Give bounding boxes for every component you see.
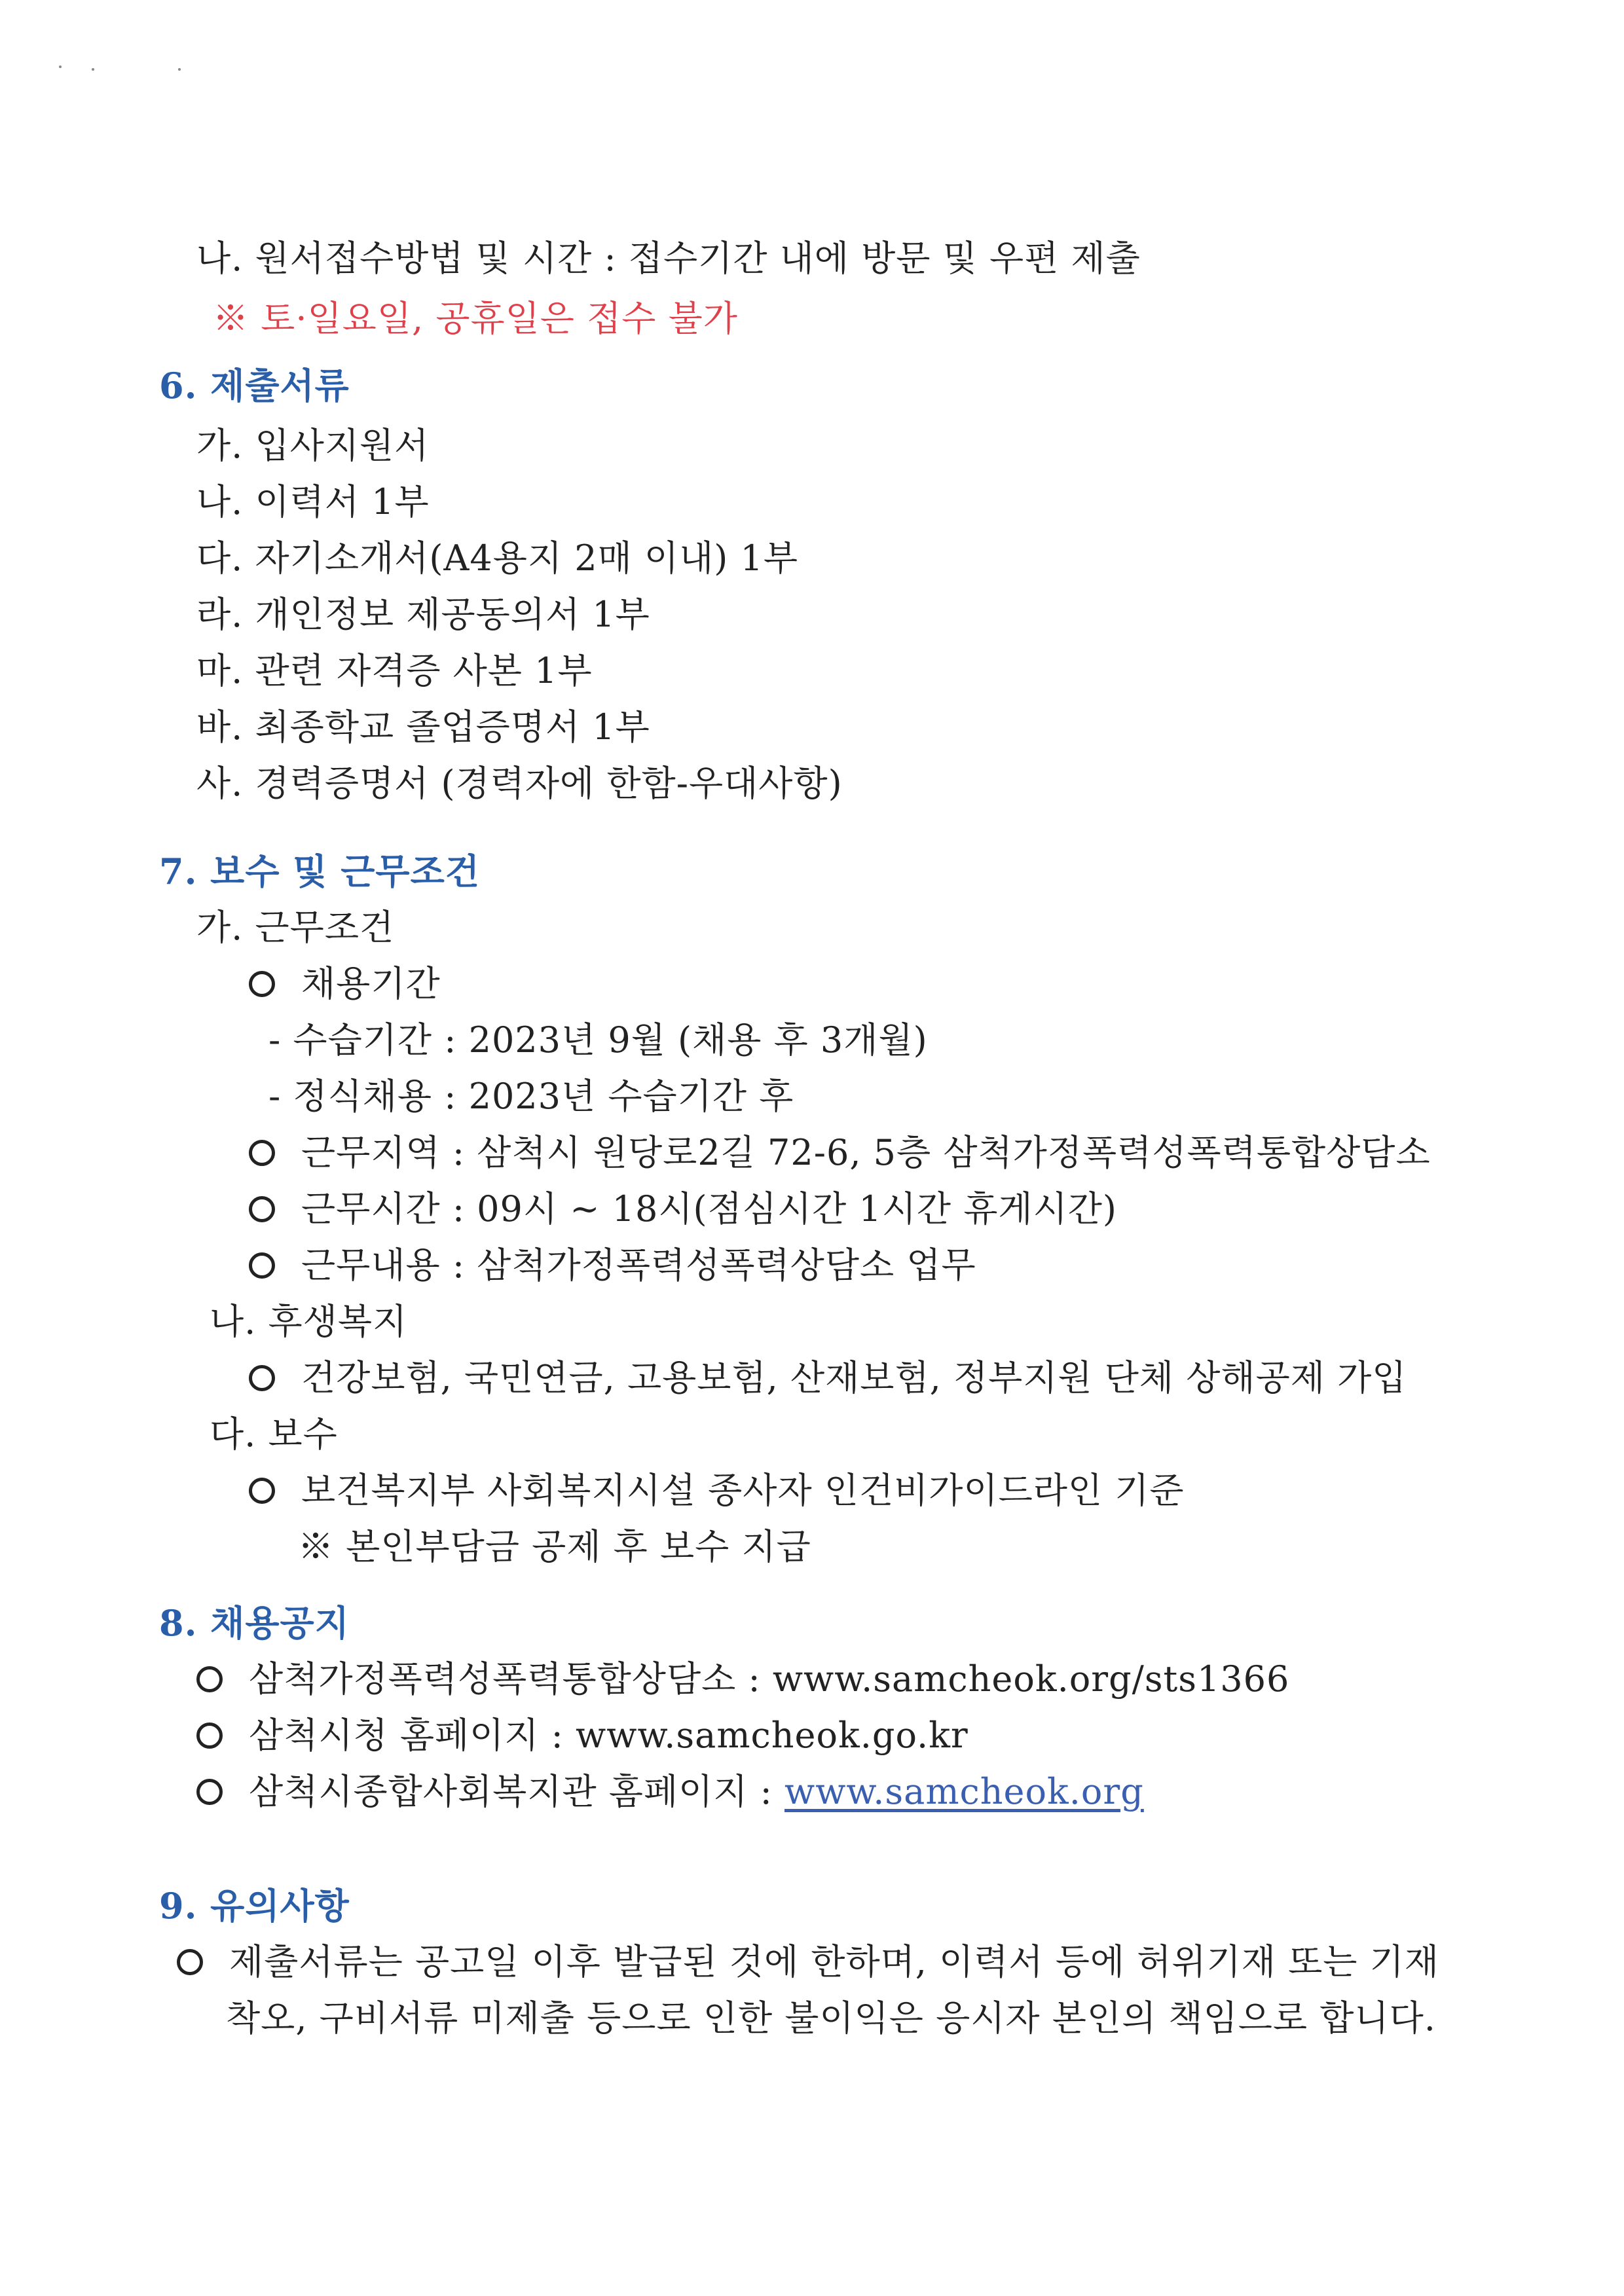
work-duties-line xyxy=(249,1244,976,1287)
welfare-center-link[interactable]: www.samcheok.org xyxy=(784,1771,1144,1812)
circle-bullet-icon xyxy=(196,1722,223,1749)
circle-bullet-icon xyxy=(249,971,275,997)
notice-channel-2 xyxy=(196,1714,969,1757)
work-location-line xyxy=(249,1131,1431,1175)
regular-hire-line: - 정식채용 : 2023년 수습기간 후 xyxy=(268,1076,794,1117)
circle-bullet-icon xyxy=(249,1196,275,1222)
pay-line xyxy=(249,1469,1185,1512)
scan-speck xyxy=(92,68,94,71)
circle-bullet-icon xyxy=(249,1140,275,1166)
document-item: 사. 경력증명서 (경력자에 한함-우대사항) xyxy=(196,763,843,804)
welfare-title: 나. 후생복지 xyxy=(210,1301,408,1342)
employment-period-line xyxy=(249,962,441,1006)
circle-bullet-icon xyxy=(196,1779,223,1805)
welfare-text: 건강보험, 국민연금, 고용보험, 산재보험, 정부지원 단체 상해공제 가입 xyxy=(301,1357,1407,1398)
pay-note: ※ 본인부담금 공제 후 보수 지급 xyxy=(298,1526,811,1567)
notice-channel-label: 삼척시청 홈페이지 : xyxy=(249,1715,576,1756)
welfare-line xyxy=(249,1357,1407,1400)
circle-bullet-icon xyxy=(249,1365,275,1391)
caution-line-2: 착오, 구비서류 미제출 등으로 인한 불이익은 응시자 본인의 책임으로 합니다. xyxy=(226,1997,1436,2039)
caution-line-1 xyxy=(177,1941,1439,1984)
work-conditions-title: 가. 근무조건 xyxy=(196,907,395,948)
section-8-heading: 8. 채용공지 xyxy=(159,1602,350,1644)
section-6-heading: 6. 제출서류 xyxy=(159,365,350,407)
work-duties-text: 근무내용 : 삼척가정폭력성폭력상담소 업무 xyxy=(301,1245,976,1286)
circle-bullet-icon xyxy=(196,1666,223,1692)
no-weekend-note: ※ 토·일요일, 공휴일은 접수 불가 xyxy=(213,298,738,339)
employment-period-title: 채용기간 xyxy=(301,963,441,1004)
notice-channel-1 xyxy=(196,1658,1289,1701)
probation-line: - 수습기간 : 2023년 9월 (채용 후 3개월) xyxy=(268,1019,928,1061)
document-item: 라. 개인정보 제공동의서 1부 xyxy=(196,594,650,635)
document-item: 다. 자기소개서(A4용지 2매 이내) 1부 xyxy=(196,538,798,579)
circle-bullet-icon xyxy=(249,1478,275,1504)
circle-bullet-icon xyxy=(177,1949,203,1975)
caution-text-1: 제출서류는 공고일 이후 발급된 것에 한하며, 이력서 등에 허위기재 또는 기재 xyxy=(229,1941,1439,1982)
work-location-text: 근무지역 : 삼척시 원당로2길 72-6, 5층 삼척가정폭력성폭력통합상담소 xyxy=(301,1132,1431,1173)
notice-channel-label: 삼척시종합사회복지관 홈페이지 : xyxy=(249,1771,784,1812)
work-hours-line xyxy=(249,1188,1117,1231)
circle-bullet-icon xyxy=(249,1252,275,1279)
document-item: 마. 관련 자격증 사본 1부 xyxy=(196,650,593,691)
notice-channel-3 xyxy=(196,1770,1144,1813)
section-9-heading: 9. 유의사항 xyxy=(159,1885,350,1927)
pay-title: 다. 보수 xyxy=(210,1413,338,1455)
notice-channel-label: 삼척가정폭력성폭력통합상담소 : xyxy=(249,1658,773,1700)
notice-channel-url: www.samcheok.go.kr xyxy=(576,1715,969,1756)
notice-channel-url: www.samcheok.org/sts1366 xyxy=(772,1658,1290,1700)
scan-speck xyxy=(59,65,62,68)
document-item: 바. 최종학교 졸업증명서 1부 xyxy=(196,706,650,748)
document-item: 나. 이력서 1부 xyxy=(196,481,430,522)
work-hours-text: 근무시간 : 09시 ~ 18시(점심시간 1시간 휴게시간) xyxy=(301,1188,1117,1230)
scan-speck xyxy=(178,68,181,71)
pay-text: 보건복지부 사회복지시설 종사자 인건비가이드라인 기준 xyxy=(301,1470,1185,1511)
section-7-heading: 7. 보수 및 근무조건 xyxy=(159,850,480,892)
document-item: 가. 입사지원서 xyxy=(196,425,430,466)
application-method-line: 나. 원서접수방법 및 시간 : 접수기간 내에 방문 및 우편 제출 xyxy=(196,238,1141,279)
